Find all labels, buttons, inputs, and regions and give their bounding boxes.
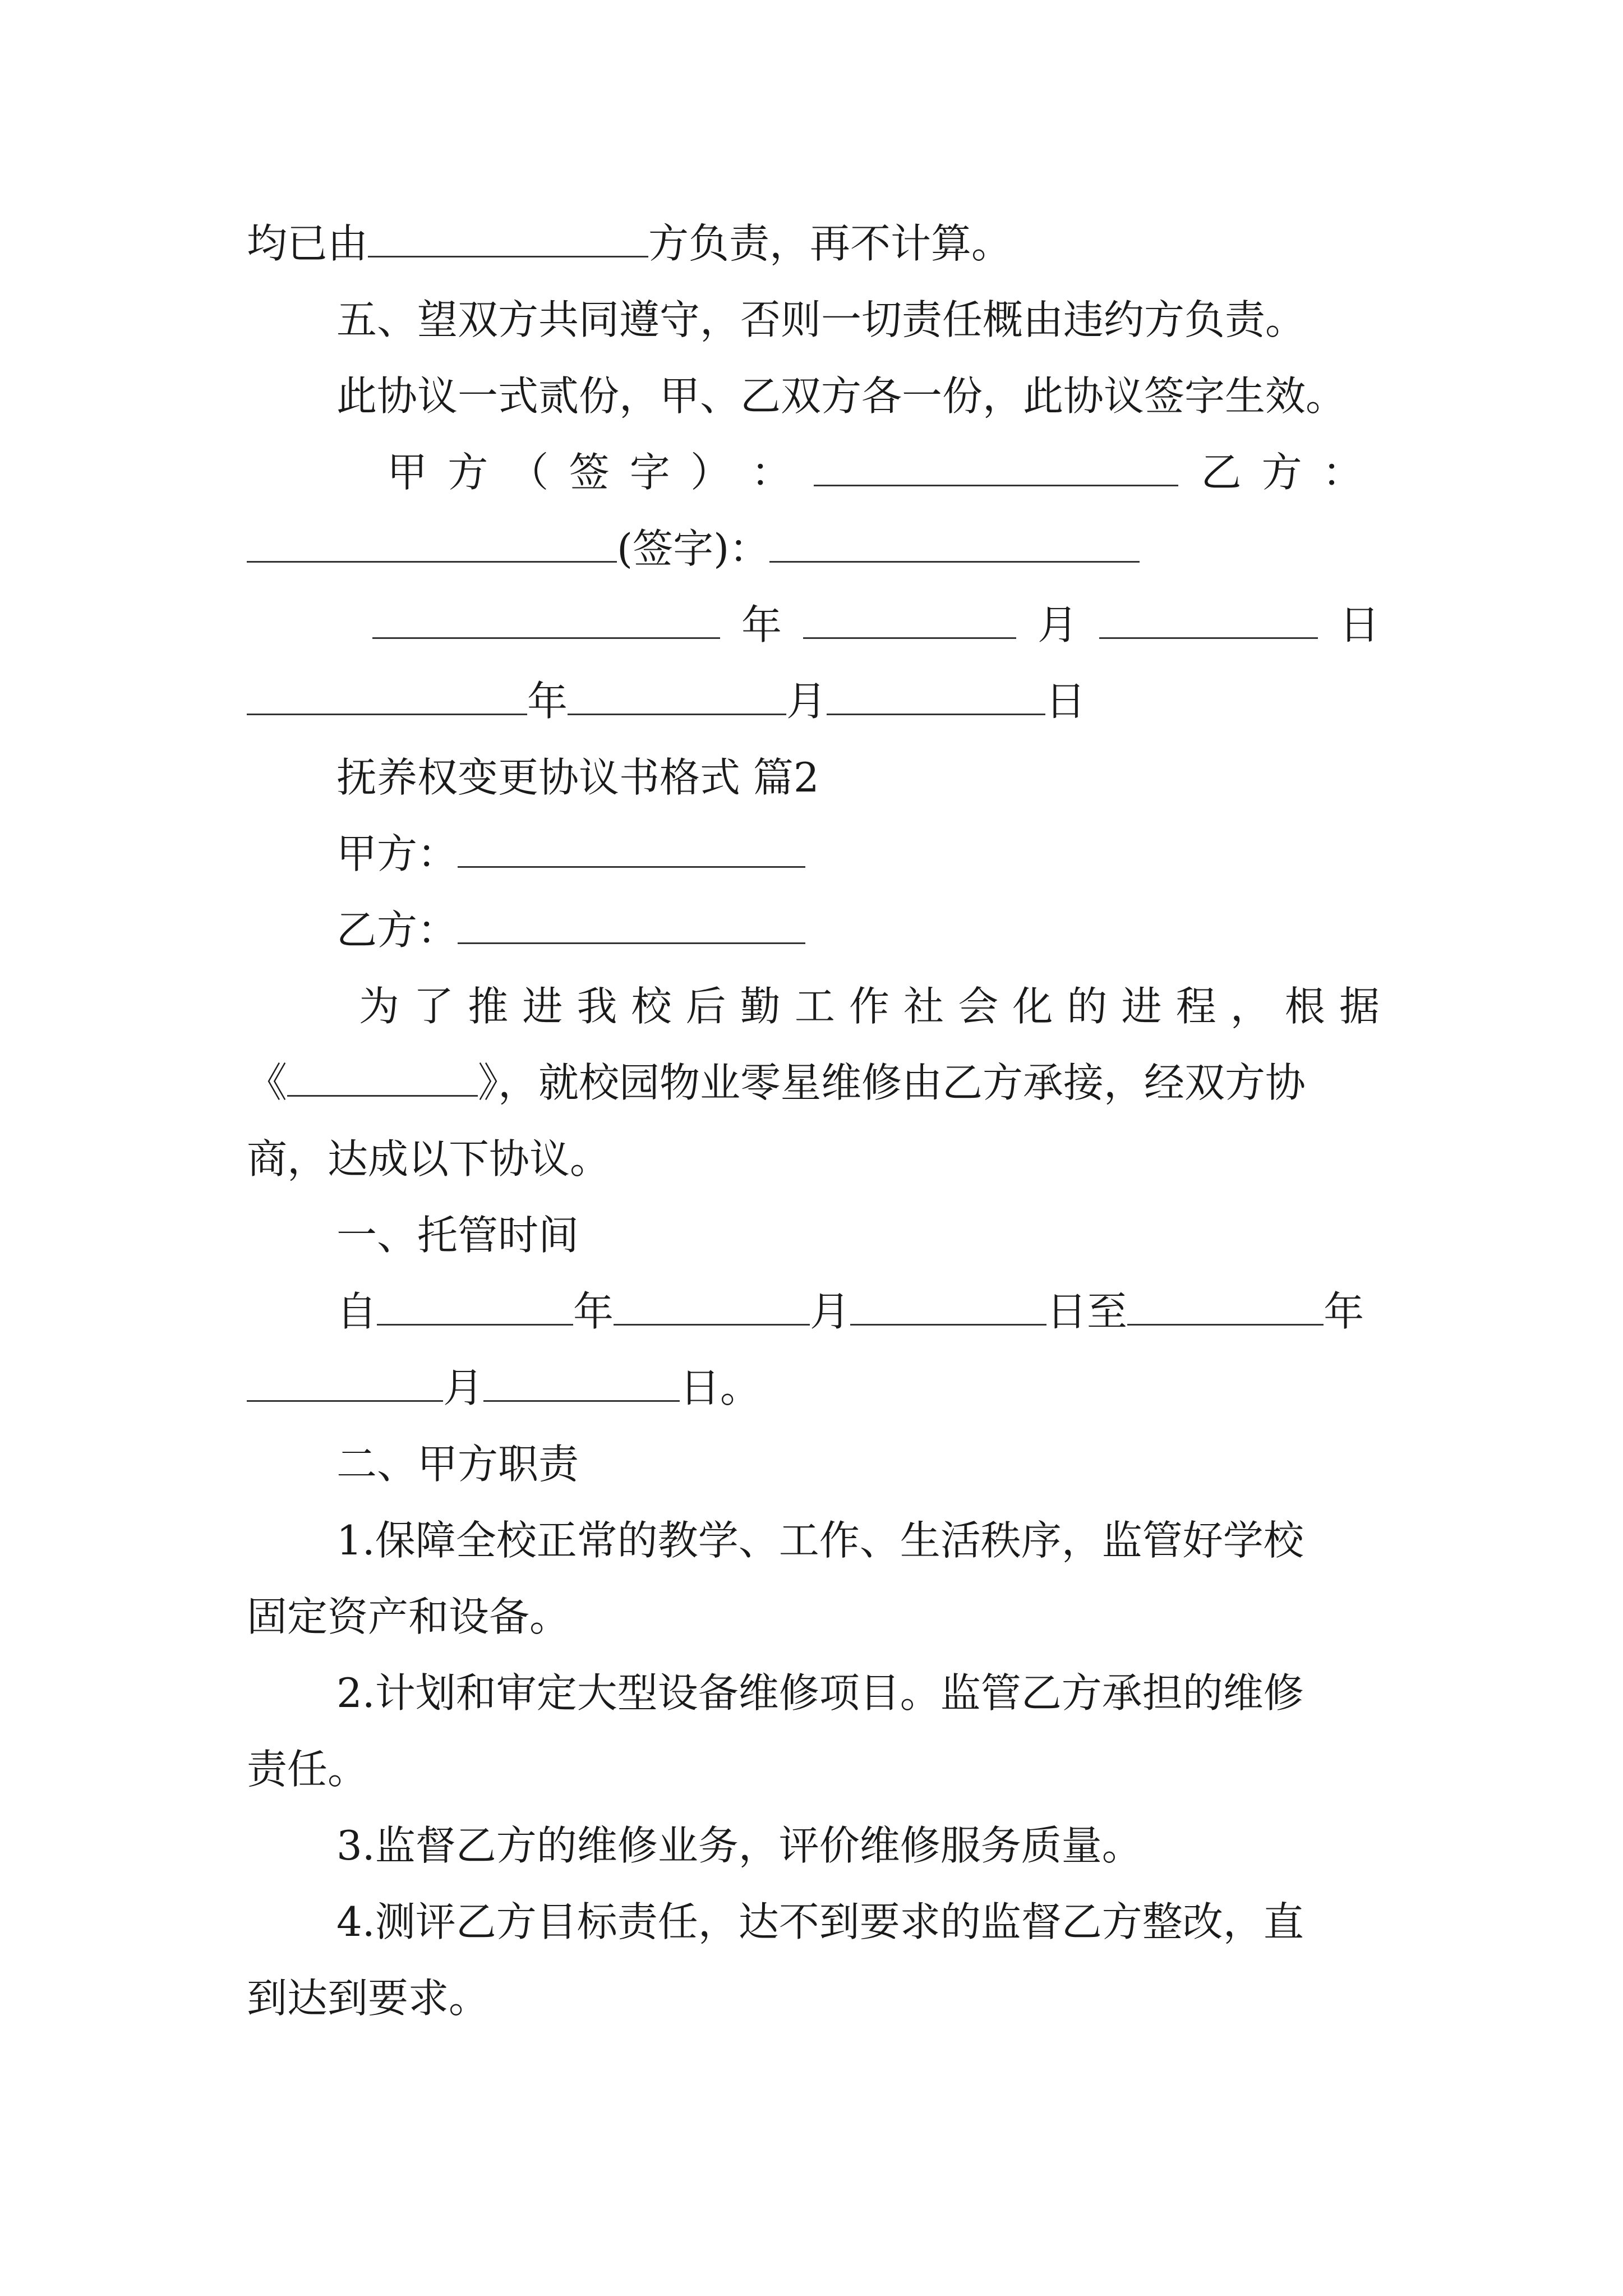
text-line-22: 3.监督乙方的维修业务，评价维修服务质量。 [336, 1822, 1142, 1869]
month-blank [614, 1285, 810, 1326]
char: ， [1230, 983, 1271, 1030]
section-heading: 抚养权变更协议书格式 篇2 [336, 754, 819, 801]
text-segment: 年 [1324, 1288, 1364, 1335]
char: 程 [1175, 983, 1216, 1030]
char: 据 [1339, 983, 1380, 1030]
char: 甲 [387, 449, 428, 496]
party-b-line [336, 902, 1391, 958]
text-segment: 》，就校园物业零星维修由乙方承接，经双方协 [478, 1059, 1306, 1106]
text-line-20: 2.计划和审定大型设备维修项目。监管乙方承担的维修 [336, 1669, 1304, 1717]
day-blank [1099, 598, 1318, 639]
year-label: 年 [741, 601, 782, 648]
year-blank [247, 674, 527, 715]
char: 进 [1121, 983, 1162, 1030]
char: 方 [448, 449, 488, 496]
char: 社 [903, 983, 944, 1030]
day-label: 日 [1045, 678, 1086, 725]
text-segment: (签字)： [617, 525, 770, 572]
char: 校 [631, 983, 672, 1030]
text-segment: 月 [810, 1288, 851, 1335]
char: 进 [522, 983, 563, 1030]
char: 会 [958, 983, 999, 1030]
document-name-blank [287, 1056, 478, 1097]
char: 勤 [740, 983, 781, 1030]
month-blank [803, 598, 1016, 639]
text-line-12 [247, 1055, 1391, 1111]
char: 后 [685, 983, 726, 1030]
day-label: 日 [1339, 601, 1380, 648]
char: 了 [413, 983, 454, 1030]
text-line-23: 4.测评乙方目标责任，达不到要求的监督乙方整改，直 [336, 1898, 1304, 1945]
char: 我 [577, 983, 617, 1030]
text-segment: 日。 [680, 1364, 761, 1411]
signature-line-party-a [387, 444, 1363, 500]
party-b-label: 乙方： [336, 907, 458, 954]
year-blank [372, 598, 720, 639]
date-line-1 [370, 597, 1380, 653]
char: 签 [569, 449, 610, 496]
text-line-13: 商，达成以下协议。 [247, 1135, 611, 1182]
char: ： [751, 449, 792, 496]
char: 的 [1067, 983, 1108, 1030]
month-blank [247, 1361, 443, 1402]
text-line-5 [247, 521, 1391, 577]
signature-blank-party-b [247, 522, 617, 563]
fill-in-blank [368, 217, 648, 257]
text-segment: 月 [443, 1364, 484, 1411]
char: （ [508, 449, 549, 496]
text-segment: 方负责，再不计算。 [648, 220, 1012, 267]
text-line-1 [247, 215, 1391, 272]
char: 乙 [1201, 449, 1242, 496]
text-segment: 均已由 [247, 220, 368, 267]
party-a-label: 甲方： [336, 830, 458, 877]
party-a-blank [458, 827, 805, 868]
year-blank [377, 1285, 573, 1326]
text-line-19: 固定资产和设备。 [247, 1593, 570, 1640]
char: 根 [1284, 983, 1325, 1030]
day-blank [483, 1361, 680, 1402]
text-segment: 日至 [1046, 1288, 1128, 1335]
char: ） [690, 449, 731, 496]
char: 作 [849, 983, 889, 1030]
party-a-line [336, 826, 1391, 882]
char: 工 [794, 983, 835, 1030]
signature-blank-party-a [814, 445, 1178, 486]
text-line-18: 1.保障全校正常的教学、工作、生活秩序，监管好学校 [336, 1517, 1304, 1564]
text-line-11 [359, 978, 1380, 1034]
text-segment: 年 [573, 1288, 614, 1335]
month-label: 月 [1037, 601, 1078, 648]
date-range-line [336, 1283, 1391, 1340]
text-line-2: 五、望双方共同遵守，否则一切责任概由违约方负责。 [336, 296, 1306, 343]
month-blank [568, 674, 786, 715]
subheading-1: 一、托管时间 [336, 1212, 579, 1259]
day-blank [850, 1285, 1046, 1326]
text-segment: 《 [247, 1059, 288, 1106]
char: ： [1322, 449, 1363, 496]
date-line-2 [247, 673, 1391, 729]
subheading-2: 二、甲方职责 [336, 1441, 579, 1488]
char: 推 [468, 983, 509, 1030]
date-range-line-cont [247, 1360, 1391, 1416]
text-line-21: 责任。 [247, 1746, 368, 1793]
year-label: 年 [527, 678, 568, 725]
char: 为 [359, 983, 400, 1030]
text-segment: 自 [336, 1288, 377, 1335]
char: 字 [629, 449, 670, 496]
month-label: 月 [786, 678, 827, 725]
char: 化 [1012, 983, 1053, 1030]
day-blank [827, 674, 1045, 715]
char: 方 [1261, 449, 1302, 496]
text-line-3: 此协议一式贰份，甲、乙双方各一份，此协议签字生效。 [336, 372, 1347, 420]
party-b-blank [458, 903, 805, 944]
signature-blank [769, 522, 1140, 563]
year-blank [1127, 1285, 1324, 1326]
text-line-24: 到达到要求。 [247, 1975, 490, 2022]
